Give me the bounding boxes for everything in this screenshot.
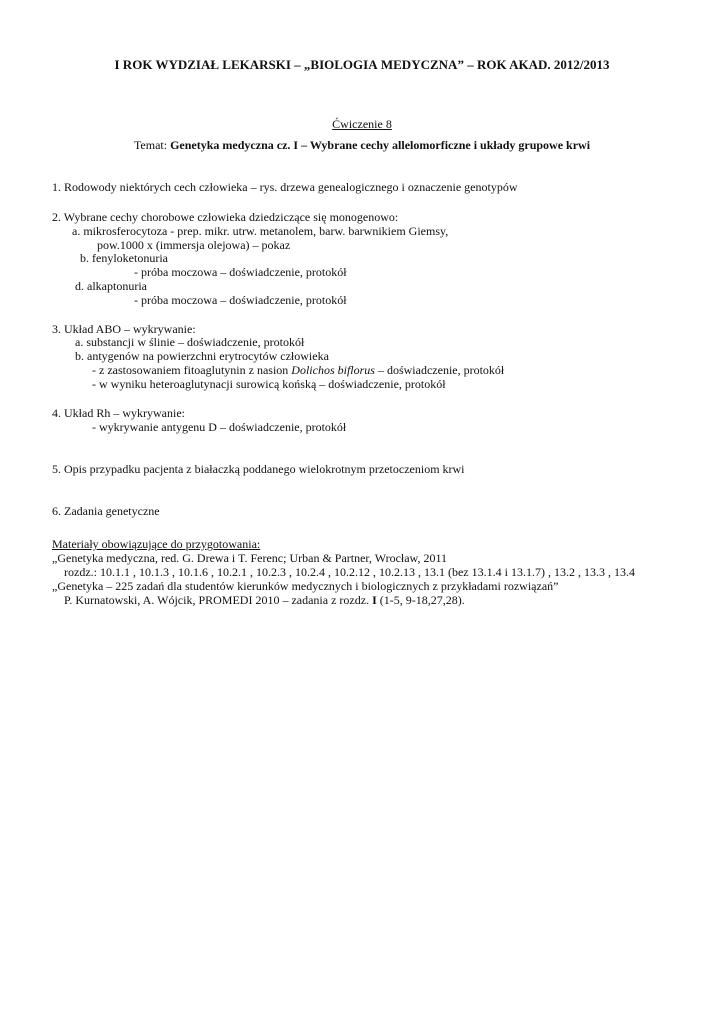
topic-text: Genetyka medyczna cz. I – Wybrane cechy allelomorficzne i układy grupowe krwi — [170, 138, 591, 152]
header-part: OK — [132, 57, 153, 72]
topic-line — [0, 138, 724, 152]
materials-line-4 — [64, 593, 465, 607]
item-4-sub: - wykrywanie antygenu D – doświadczenie, protokół — [92, 420, 347, 434]
item-3b-sub1 — [92, 363, 504, 377]
header-part: W — [152, 57, 169, 72]
header-part: I R — [114, 57, 133, 72]
materials-line-2: rozdz.: 10.1.1 , 10.1.3 , 10.1.6 , 10.2.1 , 10.2.3 , 10.2.4 , 10.2.12 , 10.2.13 , 13.1 (bez 13.1.4 i 13.1.7) , 13.2 , 13.3 , 13.4 — [64, 565, 635, 579]
item-2a: a. mikrosferocytoza - prep. mikr. utrw. metanolem, barw. barwnikiem Giemsy, — [72, 224, 449, 238]
header-part: YDZIAŁ — [168, 57, 220, 72]
header-part: ” – R — [457, 57, 487, 72]
item-2d: d. alkaptonuria — [75, 279, 147, 293]
materials-heading: Materiały obowiązujące do przygotowania: — [52, 537, 261, 551]
item-3b-sub1-pre: - z zastosowaniem fitoaglutynin z nasion — [92, 363, 292, 377]
item-2d-sub: - próba moczowa – doświadczenie, protokół — [134, 293, 347, 307]
materials-line-1: „Genetyka medyczna, red. G. Drewa i T. Ferenc; Urban & Partner, Wrocław, 2011 — [52, 551, 447, 565]
header-part: EKARSKI — [230, 57, 291, 72]
header-part: IOLOGIA — [319, 57, 378, 72]
item-2b-sub: - próba moczowa – doświadczenie, protokół — [134, 265, 347, 279]
materials-line-4-post: (1-5, 9-18,27,28). — [376, 593, 465, 607]
header-part: M — [377, 57, 394, 72]
materials-line-4-bold: I — [372, 593, 377, 607]
document-header — [0, 58, 724, 72]
item-2a-cont: pow.1000 x (immersja olejowa) – pokaz — [97, 238, 291, 252]
header-part: – „B — [290, 57, 320, 72]
item-3: 3. Układ ABO – wykrywanie: — [52, 322, 196, 336]
item-3b-sub1-italic: Dolichos biflorus — [291, 363, 375, 377]
item-3b: b. antygenów na powierzchni erytrocytów człowieka — [75, 349, 329, 363]
item-3a: a. substancji w ślinie – doświadczenie, protokół — [75, 335, 305, 349]
header-part: OK — [486, 57, 507, 72]
header-part: L — [219, 57, 231, 72]
header-part: KAD — [518, 57, 548, 72]
item-2b: b. fenyloketonuria — [80, 251, 168, 265]
header-part: EDYCZNA — [393, 57, 458, 72]
exercise-title: Ćwiczenie 8 — [332, 117, 392, 131]
item-3b-sub1-post: – doświadczenie, protokół — [374, 363, 505, 377]
item-5: 5. Opis przypadku pacjenta z białaczką poddanego wielokrotnym przetoczeniom krwi — [52, 462, 465, 476]
item-1: 1. Rodowody niektórych cech człowieka – rys. drzewa genealogicznego i oznaczenie genotypów — [52, 180, 518, 194]
header-part: A — [506, 57, 519, 72]
header-part: . 2012/2013 — [547, 57, 610, 72]
item-4: 4. Układ Rh – wykrywanie: — [52, 406, 185, 420]
topic-label: Temat: — [133, 138, 168, 152]
item-6: 6. Zadania genetyczne — [52, 504, 160, 518]
materials-line-3: „Genetyka – 225 zadań dla studentów kierunków medycznych i biologicznych z przykładami rozwiązań” — [52, 579, 559, 593]
item-2: 2. Wybrane cechy chorobowe człowieka dziedziczące się monogenowo: — [52, 210, 399, 224]
item-3b-sub2: - w wyniku heteroaglutynacji surowicą końską – doświadczenie, protokół — [92, 377, 446, 391]
materials-line-4-pre: P. Kurnatowski, A. Wójcik, PROMEDI 2010 – zadania z rozdz. — [64, 593, 373, 607]
